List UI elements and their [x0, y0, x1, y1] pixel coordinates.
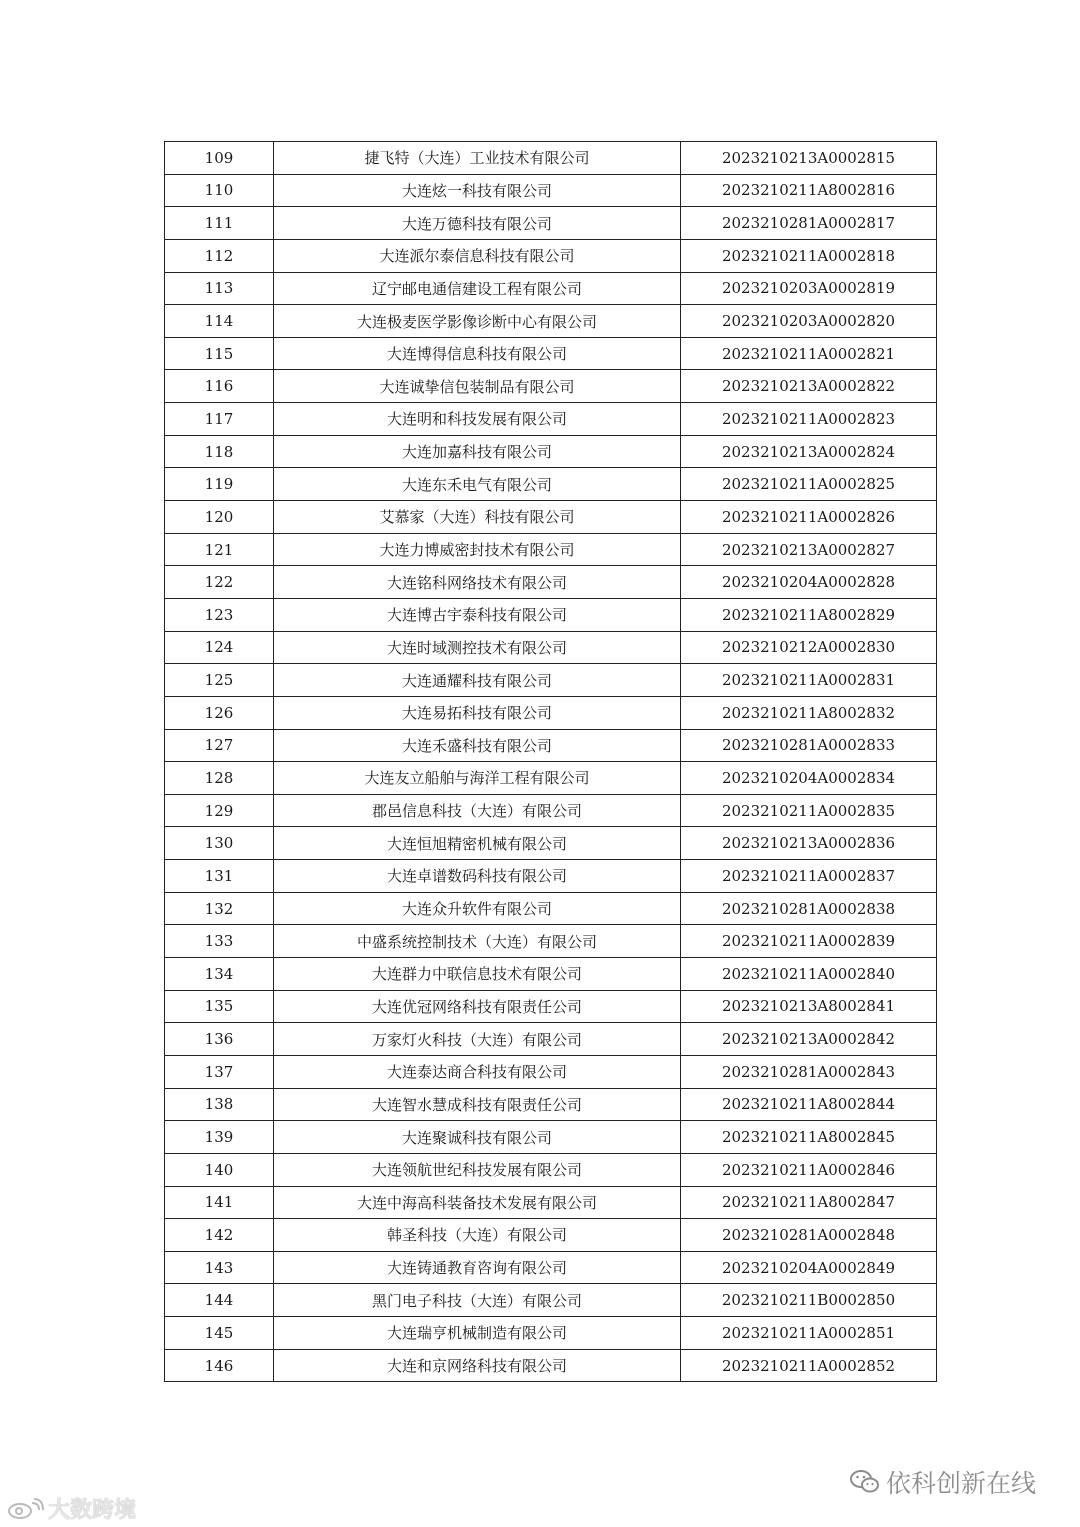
row-number-cell: 113	[165, 272, 274, 305]
registration-code-cell: 2023210213A0002824	[681, 435, 937, 468]
registration-code-cell: 2023210281A0002833	[681, 729, 937, 762]
table-row	[165, 1251, 937, 1284]
registration-code-cell: 2023210213A0002842	[681, 1023, 937, 1056]
company-name-cell: 韩圣科技（大连）有限公司	[274, 1219, 681, 1252]
row-number-cell: 109	[165, 142, 274, 175]
registration-code-cell: 2023210211A0002823	[681, 403, 937, 436]
row-number-cell: 121	[165, 533, 274, 566]
registration-code-cell: 2023210212A0002830	[681, 631, 937, 664]
registration-code-cell: 2023210211A8002844	[681, 1088, 937, 1121]
company-name-cell: 大连诚挚信包装制品有限公司	[274, 370, 681, 403]
company-name-cell: 大连众升软件有限公司	[274, 892, 681, 925]
table-row	[165, 729, 937, 762]
row-number-cell: 139	[165, 1121, 274, 1154]
registration-code-cell: 2023210211A0002818	[681, 239, 937, 272]
row-number-cell: 144	[165, 1284, 274, 1317]
table-row	[165, 794, 937, 827]
registration-code-cell: 2023210213A8002841	[681, 990, 937, 1023]
registration-code-cell: 2023210213A0002822	[681, 370, 937, 403]
company-name-cell: 大连派尔泰信息科技有限公司	[274, 239, 681, 272]
table-row	[165, 1317, 937, 1350]
table-row	[165, 435, 937, 468]
registration-code-cell: 2023210211A8002829	[681, 598, 937, 631]
table-row	[165, 239, 937, 272]
row-number-cell: 132	[165, 892, 274, 925]
row-number-cell: 125	[165, 664, 274, 697]
company-name-cell: 大连和京网络科技有限公司	[274, 1349, 681, 1382]
registration-code-cell: 2023210211A8002845	[681, 1121, 937, 1154]
company-name-cell: 大连通耀科技有限公司	[274, 664, 681, 697]
table-row	[165, 664, 937, 697]
table-row	[165, 696, 937, 729]
table-row	[165, 207, 937, 240]
table-row	[165, 1186, 937, 1219]
company-name-cell: 大连东禾电气有限公司	[274, 468, 681, 501]
registration-code-cell: 2023210211A0002846	[681, 1153, 937, 1186]
company-name-cell: 大连恒旭精密机械有限公司	[274, 827, 681, 860]
registration-code-cell: 2023210213A0002827	[681, 533, 937, 566]
registration-code-cell: 2023210213A0002815	[681, 142, 937, 175]
row-number-cell: 126	[165, 696, 274, 729]
weibo-logo-icon	[6, 1498, 44, 1520]
row-number-cell: 134	[165, 958, 274, 991]
row-number-cell: 127	[165, 729, 274, 762]
table-row	[165, 762, 937, 795]
registration-code-cell: 2023210211A0002821	[681, 337, 937, 370]
watermark-left-text: 大数跨境	[48, 1498, 137, 1523]
row-number-cell: 133	[165, 925, 274, 958]
company-name-cell: 艾慕家（大连）科技有限公司	[274, 501, 681, 534]
company-name-cell: 大连力博威密封技术有限公司	[274, 533, 681, 566]
registration-code-cell: 2023210281A0002848	[681, 1219, 937, 1252]
table-row	[165, 468, 937, 501]
company-name-cell: 大连智水慧成科技有限责任公司	[274, 1088, 681, 1121]
row-number-cell: 137	[165, 1055, 274, 1088]
table-row	[165, 403, 937, 436]
table-row	[165, 892, 937, 925]
registration-code-cell: 2023210211A0002851	[681, 1317, 937, 1350]
company-name-cell: 大连领航世纪科技发展有限公司	[274, 1153, 681, 1186]
registration-code-cell: 2023210211A0002839	[681, 925, 937, 958]
row-number-cell: 136	[165, 1023, 274, 1056]
registration-code-cell: 2023210211A0002840	[681, 958, 937, 991]
watermark-right-text: 依科创新在线	[886, 1469, 1037, 1498]
row-number-cell: 142	[165, 1219, 274, 1252]
registration-code-cell: 2023210203A0002819	[681, 272, 937, 305]
table-row	[165, 827, 937, 860]
company-name-cell: 大连明和科技发展有限公司	[274, 403, 681, 436]
row-number-cell: 145	[165, 1317, 274, 1350]
table-row	[165, 272, 937, 305]
company-name-cell: 辽宁邮电通信建设工程有限公司	[274, 272, 681, 305]
table-row	[165, 566, 937, 599]
company-name-cell: 大连万德科技有限公司	[274, 207, 681, 240]
row-number-cell: 128	[165, 762, 274, 795]
table-row	[165, 1349, 937, 1382]
watermark-right	[850, 1464, 1036, 1500]
row-number-cell: 118	[165, 435, 274, 468]
table-row	[165, 142, 937, 175]
registration-code-cell: 2023210211B0002850	[681, 1284, 937, 1317]
row-number-cell: 123	[165, 598, 274, 631]
row-number-cell: 141	[165, 1186, 274, 1219]
table-row	[165, 631, 937, 664]
company-record-table	[164, 141, 937, 1382]
registration-code-cell: 2023210211A0002826	[681, 501, 937, 534]
row-number-cell: 135	[165, 990, 274, 1023]
registration-code-cell: 2023210211A0002837	[681, 860, 937, 893]
table-row	[165, 501, 937, 534]
company-name-cell: 大连铸通教育咨询有限公司	[274, 1251, 681, 1284]
table-row	[165, 990, 937, 1023]
row-number-cell: 117	[165, 403, 274, 436]
row-number-cell: 115	[165, 337, 274, 370]
table-row	[165, 958, 937, 991]
company-name-cell: 大连时域测控技术有限公司	[274, 631, 681, 664]
row-number-cell: 146	[165, 1349, 274, 1382]
table-row	[165, 1121, 937, 1154]
table-row	[165, 1088, 937, 1121]
table-row	[165, 533, 937, 566]
row-number-cell: 120	[165, 501, 274, 534]
wechat-logo-icon	[850, 1469, 880, 1495]
table-body	[165, 142, 937, 1382]
registration-code-cell: 2023210281A0002843	[681, 1055, 937, 1088]
registration-code-cell: 2023210204A0002828	[681, 566, 937, 599]
company-name-cell: 大连瑞亨机械制造有限公司	[274, 1317, 681, 1350]
registration-code-cell: 2023210281A0002838	[681, 892, 937, 925]
company-name-cell: 大连友立船舶与海洋工程有限公司	[274, 762, 681, 795]
row-number-cell: 112	[165, 239, 274, 272]
row-number-cell: 129	[165, 794, 274, 827]
company-name-cell: 大连极麦医学影像诊断中心有限公司	[274, 305, 681, 338]
table-row	[165, 1284, 937, 1317]
registration-code-cell: 2023210204A0002834	[681, 762, 937, 795]
row-number-cell: 140	[165, 1153, 274, 1186]
row-number-cell: 143	[165, 1251, 274, 1284]
company-name-cell: 中盛系统控制技术（大连）有限公司	[274, 925, 681, 958]
company-name-cell: 黑门电子科技（大连）有限公司	[274, 1284, 681, 1317]
registration-code-cell: 2023210281A0002817	[681, 207, 937, 240]
company-name-cell: 大连易拓科技有限公司	[274, 696, 681, 729]
registration-code-cell: 2023210213A0002836	[681, 827, 937, 860]
company-name-cell: 大连加嘉科技有限公司	[274, 435, 681, 468]
company-name-cell: 大连博得信息科技有限公司	[274, 337, 681, 370]
table-row	[165, 305, 937, 338]
watermark-left	[6, 1493, 136, 1524]
registration-code-cell: 2023210204A0002849	[681, 1251, 937, 1284]
company-name-cell: 大连泰达商合科技有限公司	[274, 1055, 681, 1088]
company-name-cell: 大连炫一科技有限公司	[274, 174, 681, 207]
row-number-cell: 114	[165, 305, 274, 338]
table-row	[165, 174, 937, 207]
registration-code-cell: 2023210211A0002835	[681, 794, 937, 827]
row-number-cell: 111	[165, 207, 274, 240]
row-number-cell: 138	[165, 1088, 274, 1121]
row-number-cell: 124	[165, 631, 274, 664]
row-number-cell: 110	[165, 174, 274, 207]
row-number-cell: 131	[165, 860, 274, 893]
table-row	[165, 1153, 937, 1186]
row-number-cell: 119	[165, 468, 274, 501]
table-row	[165, 1219, 937, 1252]
registration-code-cell: 2023210211A0002852	[681, 1349, 937, 1382]
registration-code-cell: 2023210211A0002831	[681, 664, 937, 697]
company-name-cell: 大连群力中联信息技术有限公司	[274, 958, 681, 991]
company-name-cell: 大连禾盛科技有限公司	[274, 729, 681, 762]
company-name-cell: 大连卓谱数码科技有限公司	[274, 860, 681, 893]
table-row	[165, 925, 937, 958]
table-row	[165, 1055, 937, 1088]
table-row	[165, 860, 937, 893]
row-number-cell: 116	[165, 370, 274, 403]
table-row	[165, 370, 937, 403]
company-name-cell: 大连聚诚科技有限公司	[274, 1121, 681, 1154]
registration-code-cell: 2023210211A0002825	[681, 468, 937, 501]
table-row	[165, 1023, 937, 1056]
registration-code-cell: 2023210211A8002816	[681, 174, 937, 207]
company-name-cell: 捷飞特（大连）工业技术有限公司	[274, 142, 681, 175]
company-name-cell: 大连铭科网络技术有限公司	[274, 566, 681, 599]
table-row	[165, 598, 937, 631]
company-name-cell: 大连优冠网络科技有限责任公司	[274, 990, 681, 1023]
company-name-cell: 大连中海高科装备技术发展有限公司	[274, 1186, 681, 1219]
company-name-cell: 大连博古宇泰科技有限公司	[274, 598, 681, 631]
registration-code-cell: 2023210211A8002847	[681, 1186, 937, 1219]
row-number-cell: 122	[165, 566, 274, 599]
registration-code-cell: 2023210211A8002832	[681, 696, 937, 729]
company-name-cell: 万家灯火科技（大连）有限公司	[274, 1023, 681, 1056]
row-number-cell: 130	[165, 827, 274, 860]
table-row	[165, 337, 937, 370]
registration-code-cell: 2023210203A0002820	[681, 305, 937, 338]
company-name-cell: 郡邑信息科技（大连）有限公司	[274, 794, 681, 827]
